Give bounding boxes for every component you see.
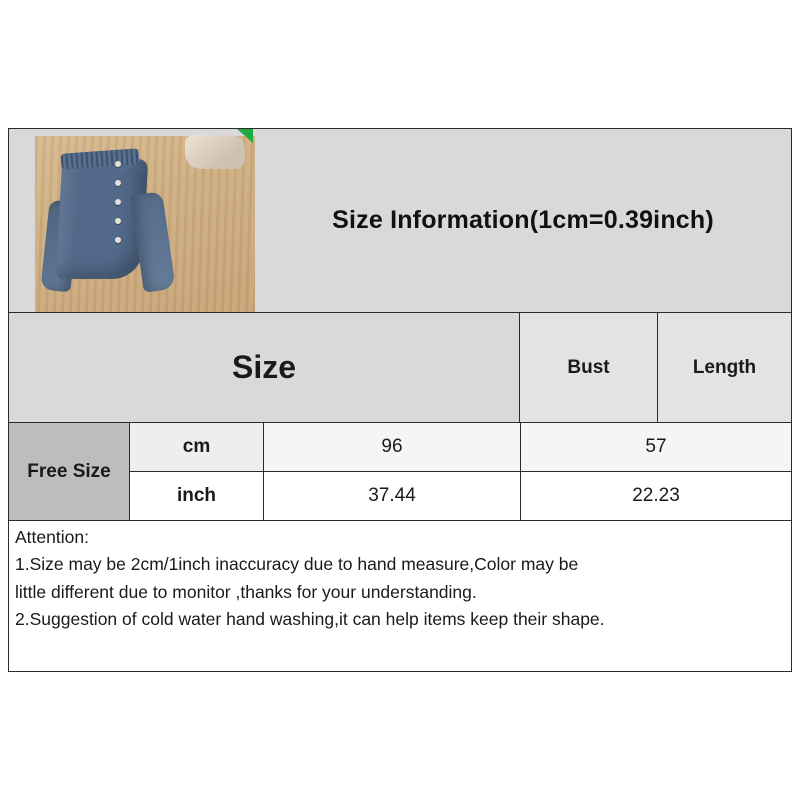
attention-line-3: 2.Suggestion of cold water hand washing,it can help items keep their shape.: [15, 609, 605, 630]
column-header-bust-label: Bust: [567, 356, 610, 378]
bust-value-cm-text: 96: [381, 435, 403, 457]
length-value-inch-text: 22.23: [632, 484, 680, 506]
table-row: [130, 423, 791, 472]
bust-value-inch-text: 37.44: [368, 484, 416, 506]
page-title: Size Information(1cm=0.39inch): [332, 206, 714, 234]
size-chart-sheet: [8, 128, 792, 672]
bust-value-cm: [264, 423, 521, 471]
column-header-size: [9, 313, 520, 422]
length-value-inch: [521, 472, 791, 521]
sweater-buttons: [115, 161, 125, 251]
column-header-length-label: Length: [692, 356, 757, 378]
unit-label-inch: inch: [176, 484, 217, 506]
column-header-bust: [520, 313, 658, 422]
column-header-length: [658, 313, 791, 422]
column-header-row: [9, 313, 791, 423]
sweater-right-sleeve: [130, 191, 175, 292]
size-value-cell: [9, 423, 130, 520]
attention-line-1: 1.Size may be 2cm/1inch inaccuracy due to hand measure,Color may be: [15, 554, 579, 575]
photo-background-object: [185, 135, 245, 169]
unit-label-cm: cm: [182, 435, 211, 457]
column-header-size-label: Size: [231, 349, 297, 385]
attention-heading: Attention:: [15, 527, 89, 547]
sweater-illustration: [45, 141, 173, 291]
measurements-block: [9, 423, 791, 521]
length-value-cm-text: 57: [645, 435, 667, 457]
size-value-label: Free Size: [27, 460, 111, 482]
attention-block: [9, 521, 791, 671]
unit-cell-inch: [130, 472, 264, 521]
unit-cell-cm: [130, 423, 264, 471]
length-value-cm: [521, 423, 791, 471]
product-photo: [9, 129, 255, 312]
measurement-rows: [130, 423, 791, 520]
table-row: [130, 472, 791, 521]
attention-line-2: little different due to monitor ,thanks for your understanding.: [15, 581, 477, 602]
size-information-title-cell: [255, 129, 791, 312]
bust-value-inch: [264, 472, 521, 521]
chart-header-row: [9, 129, 791, 313]
